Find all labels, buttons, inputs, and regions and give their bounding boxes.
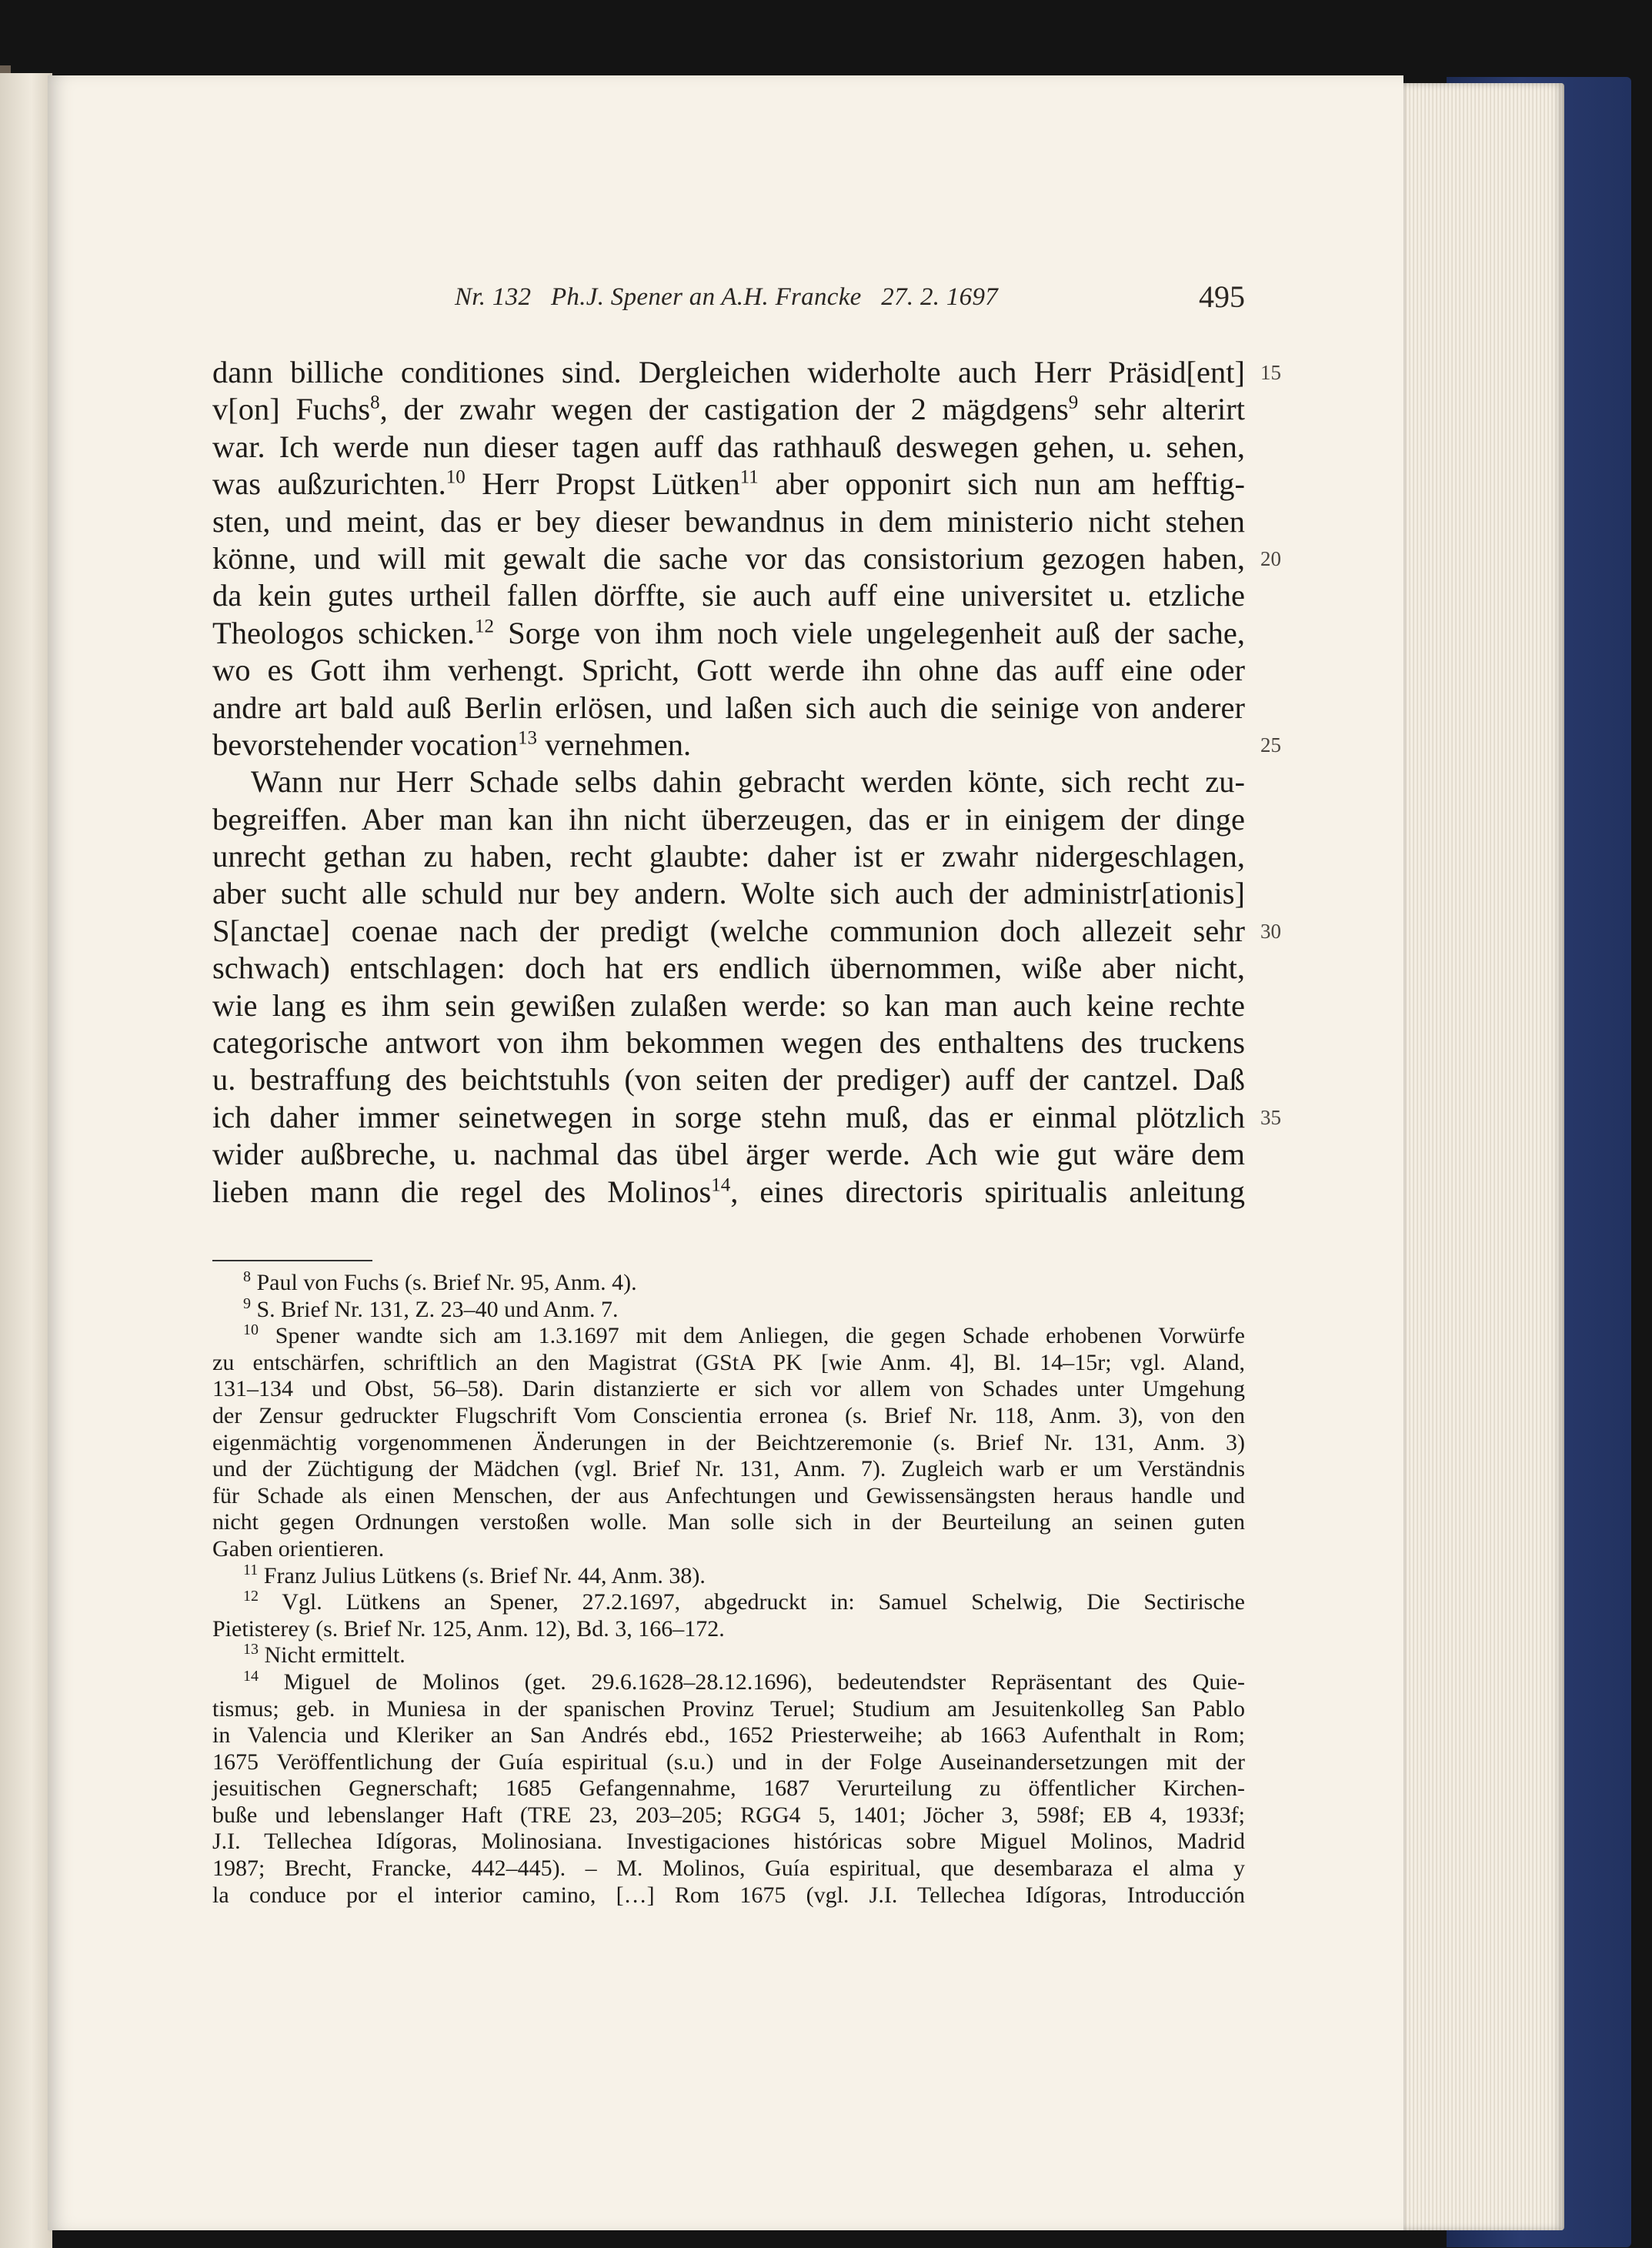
line-number: 30 [1260,919,1281,943]
footnote-text: 1987; Brecht, Francke, 442–445). – M. Molinos, Guía espiritual, que desembaraza el alma y [212,1856,1245,1882]
footnote-line [212,1509,1245,1536]
text-run: unrecht gethan zu haben, recht glaubte: daher ist er zwahr nidergeschlagen, [212,839,1245,874]
footnote-text: tismus; geb. in Muniesa in der spanischen Provinz Teruel; Studium am Jesuitenkolleg San Pablo [212,1695,1245,1722]
footnote-line [212,1456,1245,1483]
running-header [455,279,1245,322]
body-line [212,1136,1245,1173]
footnote-text: Miguel de Molinos (get. 29.6.1628–28.12.1696), bedeutendster Repräsentant des Quie- [259,1668,1245,1695]
footnote-line [212,1483,1245,1510]
text-run: war. Ich werde nun dieser tagen auff das rathhauß deswegen gehen, u. sehen, [212,429,1245,464]
body-line [212,615,1245,652]
footnote-text: J.I. Tellechea Idígoras, Molinosiana. Investigaciones históricas sobre Miguel Molinos, Madrid [212,1829,1245,1855]
line-number: 25 [1260,733,1281,757]
text-run: u. bestraffung des beichtstuhls (von seiten der prediger) auff der cantzel. Daß [212,1062,1245,1097]
text-run: , der zwahr wegen der castigation der 2 mägdgens [379,392,1069,427]
footnote-number: 10 [243,1321,259,1339]
text-run: da kein gutes urtheil fallen dörffte, sie auch auff eine universitet u. etzliche [212,578,1245,613]
footnote-text: Gaben orientieren. [212,1535,385,1562]
footnote-line [212,1323,1245,1350]
footnote-text: jesuitischen Gegnerschaft; 1685 Gefangennahme, 1687 Verurteilung zu öffentlicher Kirchen- [212,1775,1245,1802]
text-run: andre art bald auß Berlin erlösen, und laßen sich auch die seinige von anderer [212,690,1245,725]
text-run: lieben mann die regel des Molinos [212,1174,712,1209]
line-number: 20 [1260,546,1281,570]
text-run: sten, und meint, das er bey dieser bewandnus in dem ministerio nicht stehen [212,503,1245,539]
text-run: Wann nur Herr Schade selbs dahin gebracht werden könte, sich recht zu- [251,764,1245,800]
footnote-text: Paul von Fuchs (s. Brief Nr. 95, Anm. 4). [251,1270,637,1295]
body-line [212,577,1245,614]
footnote-line [212,1616,1245,1643]
text-run: aber sucht alle schuld nur bey andern. Wolte sich auch der administr[ationis] [212,876,1245,911]
body-line [212,391,1245,428]
footnote-line [212,1294,1245,1324]
footnote-line [212,1669,1245,1696]
text-run: begreiffen. Aber man kan ihn nicht überzeugen, das er in einigem der dinge [212,801,1245,837]
footnote-line [212,1589,1245,1616]
body-line [212,875,1245,912]
body-line [212,429,1245,466]
body-line [212,690,1245,727]
footnote-text: la conduce por el interior camino, […] Rom 1675 (vgl. J.I. Tellechea Idígoras, Introducción [212,1882,1245,1908]
body-line [212,466,1245,503]
footnote-line [212,1376,1245,1403]
text-run: dann billiche conditiones sind. Dergleichen widerholte auch Herr Präsid[ent] [212,355,1245,389]
footnote-line [212,1696,1245,1723]
book-page [48,75,1403,2230]
footnote-marker: 14 [711,1174,731,1196]
footnote-text: buße und lebenslanger Haft (TRE 23, 203–205; RGG4 5, 1401; Jöcher 3, 598f; EB 4, 1933f; [212,1802,1245,1828]
page-edges [1399,83,1564,2230]
footnote-number: 9 [243,1294,251,1312]
body-line [212,503,1245,540]
footnote-line [212,1642,1245,1669]
text-run: ich daher immer seinetwegen in sorge stehn muß, das er einmal plötzlich [212,1099,1245,1134]
footnote-text: Spener wandte sich am 1.3.1697 mit dem Anliegen, die gegen Schade erhobenen Vorwürfe [259,1323,1245,1349]
footnote-marker: 10 [446,466,466,488]
footnote-text: in Valencia und Kleriker an San Andrés ebd., 1652 Priesterweihe; ab 1663 Aufenthalt in Rom; [212,1722,1245,1749]
footnote-text: zu entschärfen, schriftlich an den Magistrat (GStA PK [wie Anm. 4], Bl. 14–15r; vgl. Aland, [212,1349,1245,1375]
footnote-text: Nicht ermittelt. [259,1642,405,1668]
body-line [212,838,1245,875]
text-run: Sorge von ihm noch viele ungelegenheit auß der sache, [493,615,1245,650]
text-run: S[anctae] coenae nach der predigt (welche communion doch allezeit sehr [212,913,1245,948]
footnote-line [212,1829,1245,1856]
body-line [212,1099,1281,1136]
body-line [212,727,1281,763]
footnote-line [212,1430,1245,1457]
footnote-line [212,1882,1245,1909]
footnote-line [212,1350,1245,1377]
body-line [212,987,1245,1024]
footnote-text: Franz Julius Lütkens (s. Brief Nr. 44, Anm. 38). [258,1562,706,1588]
text-run: wie lang es ihm sein gewißen zulaßen werde: so kan man auch keine rechte [212,987,1245,1023]
footnote-text: 131–134 und Obst, 56–58). Darin distanzierte er sich vor allem von Schades unter Umgehung [212,1376,1245,1402]
footnote-marker: 13 [517,727,537,749]
text-run: was außzurichten. [212,466,446,502]
body-line [212,354,1281,391]
text-run: wo es Gott ihm verhengt. Spricht, Gott werde ihn ohne das auff eine oder [212,653,1245,688]
footnote-text: Vgl. Lütkens an Spener, 27.2.1697, abgedruckt in: Samuel Schelwig, Die Sectirische [259,1589,1245,1615]
body-line [212,1174,1245,1211]
text-run: bevorstehender vocation [212,727,518,762]
footnote-rule [212,1260,372,1261]
footnote-text: S. Brief Nr. 131, Z. 23–40 und Anm. 7. [251,1296,619,1322]
footnote-line [212,1536,1245,1563]
body-line [212,540,1281,577]
footnote-number: 8 [243,1268,251,1285]
text-run: v[on] Fuchs [212,392,371,427]
footnote-line [212,1722,1245,1749]
footnote-text: nicht gegen Ordnungen verstoßen wolle. Man solle sich in der Beurteilung an seinen guten [212,1509,1245,1535]
footnote-line [212,1563,1245,1590]
text-run: Theologos schicken. [212,615,475,650]
text-run: categorische antwort von ihm bekommen wegen des enthaltens des truckens [212,1025,1245,1061]
page-number: 495 [1199,279,1245,314]
footnote-line [212,1403,1245,1430]
body-line [212,1024,1245,1061]
footnote-text: 1675 Veröffentlichung der Guía espiritual (s.u.) und in der Folge Auseinandersetzungen mit der [212,1749,1245,1775]
body-line [212,1061,1245,1098]
footnote-number: 11 [243,1561,259,1578]
footnote-number: 13 [243,1641,259,1658]
line-number: 35 [1260,1105,1281,1129]
footnote-line [212,1749,1245,1776]
footnote-marker: 12 [474,616,494,637]
text-run: , eines directoris spiritualis anleitung [730,1174,1245,1209]
body-line [212,763,1245,800]
text-run: sehr alterirt [1078,392,1245,427]
body-line [212,652,1245,689]
body-line [212,950,1245,987]
text-run: aber opponirt sich nun am hefftig- [758,466,1245,502]
footnote-text: für Schade als einen Menschen, der aus Anfechtungen und Gewissensängsten heraus handle und [212,1482,1245,1508]
line-number: 15 [1260,361,1281,384]
footnote-marker: 9 [1068,392,1079,413]
text-run: vernehmen. [536,727,692,762]
running-title: Nr. 132 Ph.J. Spener an A.H. Francke 27. 2. 1697 [455,283,999,311]
footnote-text: Pietisterey (s. Brief Nr. 125, Anm. 12), Bd. 3, 166–172. [212,1615,725,1642]
footnote-line [212,1775,1245,1802]
text-run: könne, und will mit gewalt die sache vor das consistorium gezogen haben, [212,540,1245,576]
text-run: Herr Propst Lütken [465,466,740,502]
footnote-marker: 8 [370,392,380,413]
footnote-line [212,1802,1245,1829]
footnote-line [212,1270,1245,1297]
footnote-number: 12 [243,1588,259,1605]
facing-page-edge [0,73,52,2248]
footnote-text: der Zensur gedruckter Flugschrift Vom Conscientia erronea (s. Brief Nr. 118, Anm. 3), von den [212,1402,1245,1428]
footnote-text: eigenmächtig vorgenommenen Änderungen in der Beichtzeremonie (s. Brief Nr. 131, Anm. 3) [212,1429,1245,1455]
footnote-line [212,1856,1245,1882]
text-run: wider außbreche, u. nachmal das übel ärger werde. Ach wie gut wäre dem [212,1137,1245,1172]
main-text [212,354,1281,1211]
body-line [212,801,1245,838]
footnote-marker: 11 [739,466,759,488]
body-line [212,913,1281,950]
footnote-text: und der Züchtigung der Mädchen (vgl. Brief Nr. 131, Anm. 7). Zugleich warb er um Verständnis [212,1456,1245,1482]
footnote-number: 14 [243,1667,259,1685]
footnotes [212,1270,1245,1909]
text-run: schwach) entschlagen: doch hat ers endlich übernommen, wiße aber nicht, [212,950,1245,986]
